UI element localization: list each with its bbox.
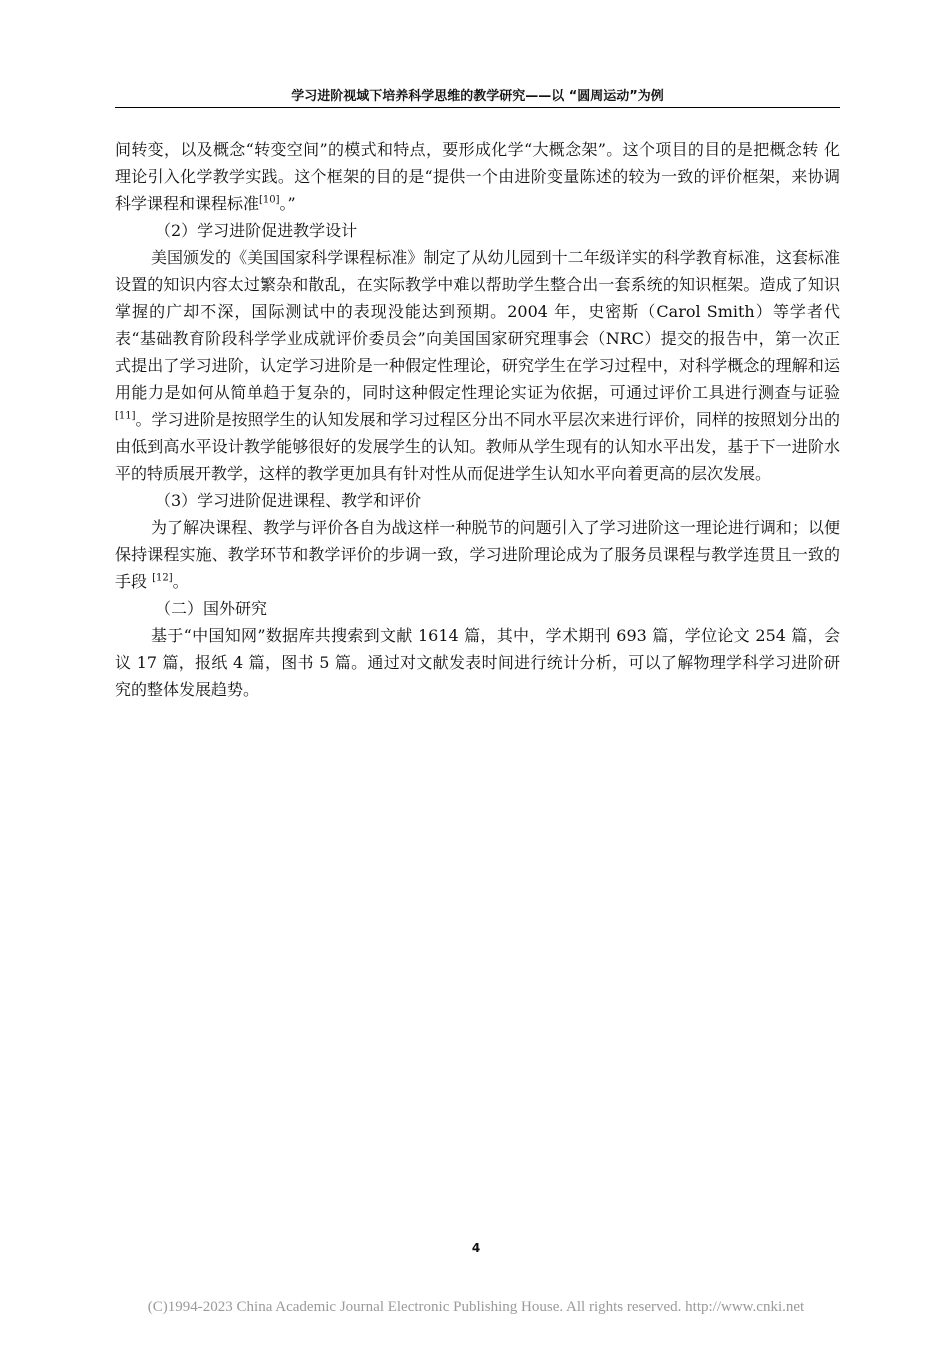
page-number: 4 xyxy=(471,1241,481,1255)
section-heading xyxy=(115,487,840,514)
running-header: 学习进阶视域下培养科学思维的教学研究——以 “圆周运动”为例 xyxy=(291,89,664,104)
text-segment: 。” xyxy=(279,194,296,213)
section-heading xyxy=(115,595,840,622)
body-paragraph xyxy=(115,622,840,703)
text-segment: （3）学习进阶促进课程、教学和评价 xyxy=(155,491,422,510)
citation-ref: [11] xyxy=(115,410,136,422)
body-paragraph xyxy=(115,136,840,217)
citation-ref: [12] xyxy=(152,572,173,584)
text-segment: 为了解决课程、教学与评价各自为战这样一种脱节的问题引入了学习进阶这一理论进行调和；以便保持课程实施、教学环节和教学评价的步调一致，学习进阶理论成为了服务员课程与教学连贯且一致的手段 xyxy=(115,518,840,591)
text-segment: 。 xyxy=(172,572,189,591)
text-segment: （二）国外研究 xyxy=(155,599,268,618)
text-segment: 间转变，以及概念“转变空间”的模式和特点，要形成化学“大概念架”。这个项目的目的是把概念转 化理论引入化学教学实践。这个框架的目的是“提供一个由进阶变量陈述的较为一致的评价框架，来协调科学课程和课程标准 xyxy=(115,140,840,213)
body-paragraph xyxy=(115,244,840,487)
main-content xyxy=(115,136,840,703)
text-segment: 基于“中国知网”数据库共搜索到文献 1614 篇，其中，学术期刊 693 篇，学位论文 254 篇，会议 17 篇，报纸 4 篇，图书 5 篇。通过对文献发表时间进行统计分析，可以了解物理学科学习进阶研究的整体发展趋势。 xyxy=(115,626,840,699)
copyright-footer: (C)1994-2023 China Academic Journal Electronic Publishing House. All rights reserved. http://www.cnki.net xyxy=(147,1299,805,1315)
text-segment: 美国颁发的《美国国家科学课程标准》制定了从幼儿园到十二年级详实的科学教育标准，这套标准设置的知识内容太过繁杂和散乱，在实际教学中难以帮助学生整合出一套系统的知识框架。造成了知识掌握的广却不深，国际测试中的表现没能达到预期。2004 年，史密斯（Carol Smith）等学者代表“基础教育阶段科学学业成就评价委员会”向美国国家研究理事会（NRC）提交的报告中，第一次正式提出了学习进阶，认定学习进阶是一种假定性理论，研究学生在学习过程中，对科学概念的理解和运用能力是如何从简单趋于复杂的，同时这种假定性理论实证为依据，可通过评价工具进行测查与证验 xyxy=(115,248,840,402)
text-segment: （2）学习进阶促进教学设计 xyxy=(155,221,358,240)
citation-ref: [10] xyxy=(259,194,280,206)
section-heading xyxy=(115,217,840,244)
header-rule xyxy=(115,107,840,108)
body-paragraph xyxy=(115,514,840,595)
text-segment: 。学习进阶是按照学生的认知发展和学习过程区分出不同水平层次来进行评价，同样的按照划分出的由低到高水平设计教学能够很好的发展学生的认知。教师从学生现有的认知水平出发，基于下一进阶水平的特质展开教学，这样的教学更加具有针对性从而促进学生认知水平向着更高的层次发展。 xyxy=(115,410,840,483)
